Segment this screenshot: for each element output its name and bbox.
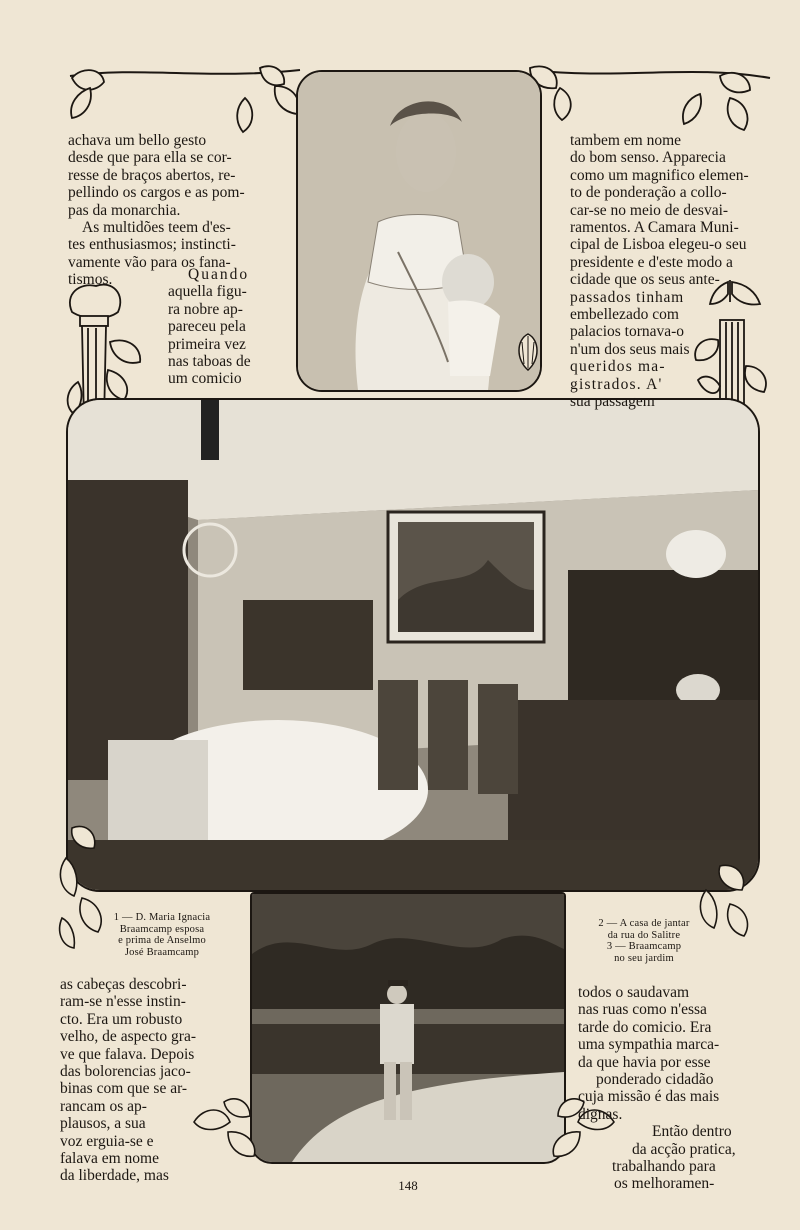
- caption-line: 3 — Braamcamp: [606, 941, 682, 952]
- text-line: falava em nome: [60, 1150, 159, 1168]
- text-column-top-right: [570, 132, 766, 411]
- photo-caption-left: [98, 912, 226, 958]
- caption-line: Braamcamp esposa: [119, 923, 205, 935]
- text-line: presidente e d'este modo a: [570, 253, 733, 271]
- text-line: vamente vão para os fana-: [68, 253, 231, 271]
- text-line: Quando: [188, 266, 250, 283]
- text-line: achava um bello gesto: [68, 132, 207, 149]
- text-line: velho, de aspecto gra-: [60, 1028, 196, 1046]
- text-line: tismos.: [68, 271, 113, 289]
- dining-room-photo: [66, 398, 760, 892]
- text-line: cipal de Lisboa elegeu-o seu: [570, 236, 747, 254]
- text-line: embellezado com: [570, 306, 679, 324]
- text-line: palacios tornava-o: [570, 323, 685, 341]
- text-line: as cabeças descobri-: [60, 976, 187, 993]
- text-line: do bom senso. Apparecia: [570, 149, 726, 167]
- text-column-top-left-narrow: [168, 266, 264, 388]
- text-line: ram-se n'esse instin-: [60, 993, 186, 1011]
- vine-ornament-icon: [690, 860, 760, 950]
- text-line: to de ponderação a collo-: [570, 184, 727, 202]
- text-line: pas da monarchia.: [68, 201, 181, 219]
- text-line: ponderado cidadão: [596, 1071, 714, 1089]
- text-line: cuja missão é das mais: [578, 1088, 720, 1106]
- text-line: plausos, a sua: [60, 1115, 146, 1133]
- text-line: rancam os ap-: [60, 1097, 147, 1115]
- page-number: 148: [398, 1178, 418, 1193]
- text-line: car-se no meio de desvai-: [570, 201, 729, 219]
- text-line: das bolorencias jaco-: [60, 1063, 191, 1081]
- text-line: cidade que os seus ante-: [570, 271, 720, 289]
- text-line: tarde do comicio. Era: [578, 1018, 712, 1036]
- text-line: tambem em nome: [570, 132, 682, 149]
- text-line: nas ruas como n'essa: [578, 1001, 707, 1019]
- text-line: da acção pratica,: [632, 1140, 736, 1158]
- caption-line: José Braamcamp: [124, 946, 200, 958]
- text-line: ra nobre ap-: [168, 300, 243, 318]
- caption-line: 1 — D. Maria Ignacia: [113, 912, 211, 923]
- text-line: desde que para ella se cor-: [68, 149, 232, 167]
- text-line: queridos ma-: [570, 358, 666, 376]
- text-line: sua passagem: [570, 393, 655, 411]
- text-column-bottom-left: [60, 976, 238, 1185]
- text-line: tes enthusiasmos; instincti-: [68, 236, 236, 254]
- text-line: como um magnifico elemen-: [570, 166, 749, 184]
- text-line: n'um dos seus mais: [570, 340, 690, 358]
- text-line: ramentos. A Camara Muni-: [570, 219, 739, 237]
- text-line: todos o saudavam: [578, 984, 690, 1001]
- text-line: da que havia por esse: [578, 1053, 711, 1071]
- portrait-photo: [296, 70, 542, 392]
- text-line: resse de braços abertos, re-: [68, 166, 236, 184]
- text-column-bottom-right: [578, 984, 758, 1193]
- text-line: cto. Era um robusto: [60, 1010, 183, 1028]
- caption-line: da rua do Salitre: [607, 929, 681, 941]
- text-line: pellindo os cargos e as pom-: [68, 184, 245, 202]
- text-line: voz erguia-se e: [60, 1132, 154, 1150]
- text-line: As multidões teem d'es-: [82, 219, 231, 237]
- text-line: primeira vez: [168, 335, 246, 353]
- shell-ornament-icon: [514, 332, 542, 372]
- photo-caption-right: [588, 918, 700, 964]
- caption-line: no seu jardim: [614, 952, 674, 964]
- text-line: passados tinham: [570, 288, 685, 306]
- text-line: da liberdade, mas: [60, 1167, 169, 1185]
- text-line: binas com que se ar-: [60, 1080, 188, 1098]
- text-line: ve que falava. Depois: [60, 1045, 195, 1063]
- garden-photo: [250, 892, 566, 1164]
- text-line: um comicio: [168, 370, 242, 388]
- text-line: gistrados. A': [570, 375, 663, 393]
- text-line: Então dentro: [652, 1123, 732, 1141]
- text-line: pareceu pela: [168, 318, 246, 336]
- text-line: os melhoramen-: [614, 1175, 715, 1193]
- text-line: nas taboas de: [168, 353, 251, 371]
- text-line: dignas.: [578, 1105, 623, 1123]
- text-line: aquella figu-: [168, 283, 247, 301]
- caption-line: 2 — A casa de jantar: [598, 918, 690, 929]
- caption-line: e prima de Anselmo: [118, 935, 206, 946]
- text-line: trabalhando para: [612, 1158, 716, 1176]
- text-line: uma sympathia marca-: [578, 1036, 720, 1054]
